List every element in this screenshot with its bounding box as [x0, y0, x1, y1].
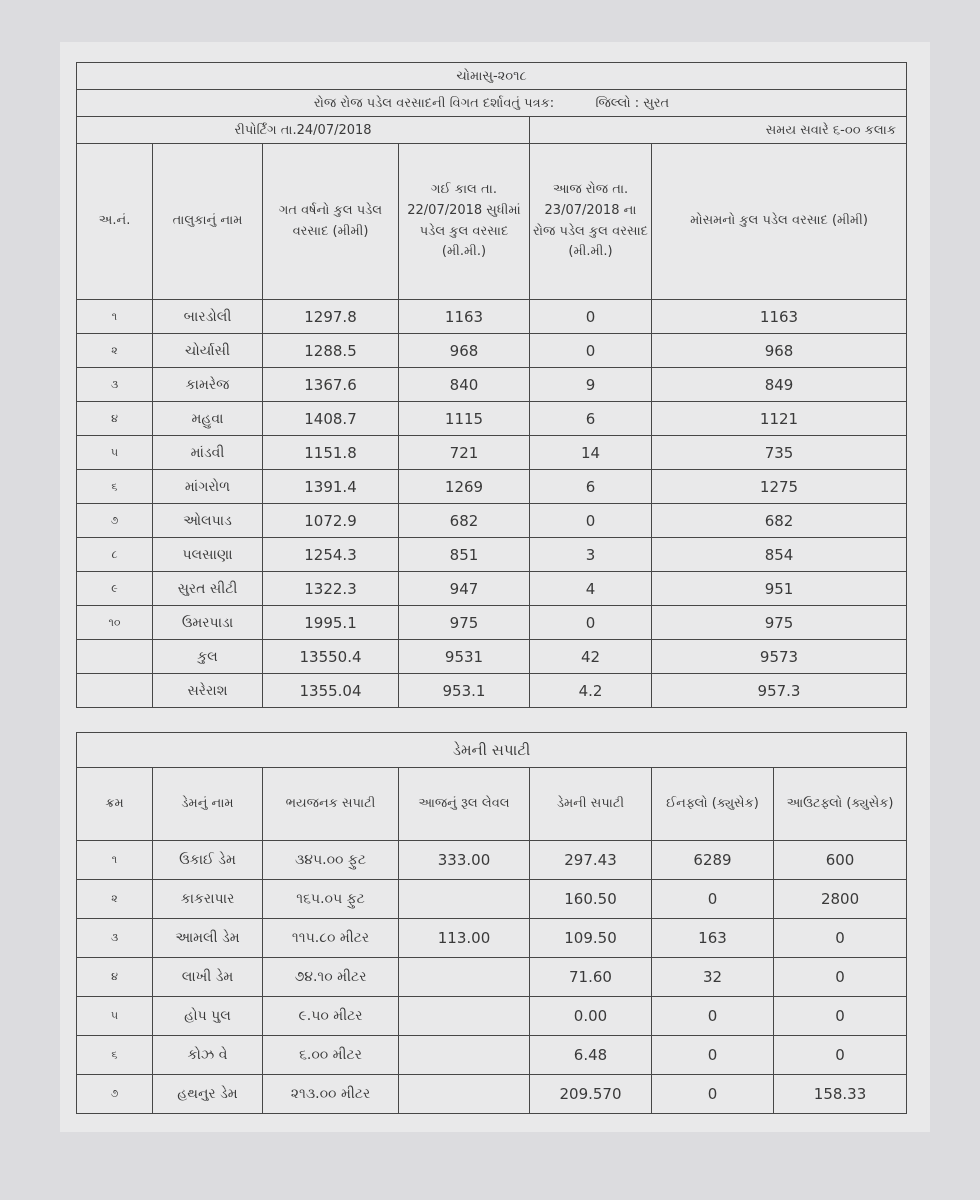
- taluka-name: પલસાણા: [153, 538, 263, 572]
- till-yesterday-rain: 1163: [399, 300, 530, 334]
- till-yesterday-rain: 947: [399, 572, 530, 606]
- row-sr: ૩: [77, 368, 153, 402]
- outflow: 158.33: [774, 1075, 907, 1114]
- today-rain: 3: [530, 538, 652, 572]
- danger-level: ૯.૫૦ મીટર: [263, 997, 399, 1036]
- dam-col-level: ડેમની સપાટી: [530, 768, 652, 841]
- taluka-name: માંડવી: [153, 436, 263, 470]
- table-row: [77, 300, 907, 334]
- dam-section-title: ડેમની સપાટી: [77, 733, 907, 768]
- last-year-rain: 1072.9: [263, 504, 399, 538]
- row-sr: [77, 640, 153, 674]
- taluka-name: ઓલપાડ: [153, 504, 263, 538]
- till-yesterday-rain: 1269: [399, 470, 530, 504]
- dam-sr: ૨: [77, 880, 153, 919]
- dam-col-name: ડેમનું નામ: [153, 768, 263, 841]
- season-total-rain: 849: [652, 368, 907, 402]
- row-sr: ૬: [77, 470, 153, 504]
- col-season-total: મોસમનો કુલ પડેલ વરસાદ (મીમી): [652, 144, 907, 300]
- till-yesterday-rain: 975: [399, 606, 530, 640]
- today-rain: 14: [530, 436, 652, 470]
- col-sr: અ.નં.: [77, 144, 153, 300]
- dam-sr: ૧: [77, 841, 153, 880]
- today-rain: 4: [530, 572, 652, 606]
- last-year-rain: 1408.7: [263, 402, 399, 436]
- row-sr: ૪: [77, 402, 153, 436]
- dam-col-inflow: ઈનફ્લો (ક્યુસેક): [652, 768, 774, 841]
- last-year-rain: 1288.5: [263, 334, 399, 368]
- season-total-rain: 1275: [652, 470, 907, 504]
- dam-level-table: [76, 732, 907, 1114]
- today-rain: 0: [530, 334, 652, 368]
- danger-level: ૬.૦૦ મીટર: [263, 1036, 399, 1075]
- dam-level: 109.50: [530, 919, 652, 958]
- col-last-year: ગત વર્ષનો કુલ પડેલ વરસાદ (મીમી): [263, 144, 399, 300]
- rule-level: 333.00: [399, 841, 530, 880]
- table-row: [77, 841, 907, 880]
- dam-sr: ૪: [77, 958, 153, 997]
- dam-level: 71.60: [530, 958, 652, 997]
- last-year-rain: 1254.3: [263, 538, 399, 572]
- outflow: 0: [774, 958, 907, 997]
- danger-level: ૩૪૫.૦૦ ફુટ: [263, 841, 399, 880]
- table-row: [77, 402, 907, 436]
- table-row: [77, 334, 907, 368]
- till-yesterday-rain: 682: [399, 504, 530, 538]
- rule-level: [399, 880, 530, 919]
- table-row: [77, 606, 907, 640]
- row-sr: ૧૦: [77, 606, 153, 640]
- table-row: [77, 1075, 907, 1114]
- dam-name: લાખી ડેમ: [153, 958, 263, 997]
- taluka-name: બારડોલી: [153, 300, 263, 334]
- last-year-rain: 13550.4: [263, 640, 399, 674]
- table-row: [77, 958, 907, 997]
- outflow: 0: [774, 1036, 907, 1075]
- season-total-rain: 957.3: [652, 674, 907, 708]
- rule-level: [399, 1036, 530, 1075]
- last-year-rain: 1995.1: [263, 606, 399, 640]
- outflow: 0: [774, 997, 907, 1036]
- taluka-name: ઉમરપાડા: [153, 606, 263, 640]
- dam-name: ઉકાઈ ડેમ: [153, 841, 263, 880]
- table-row: [77, 997, 907, 1036]
- row-sr: [77, 674, 153, 708]
- report-title: રોજ રોજ પડેલ વરસાદની વિગત દર્શાવતું પત્રક:: [313, 95, 555, 111]
- inflow: 0: [652, 997, 774, 1036]
- rule-level: [399, 1075, 530, 1114]
- dam-name: કાકરાપાર: [153, 880, 263, 919]
- dam-sr: ૬: [77, 1036, 153, 1075]
- season-total-rain: 9573: [652, 640, 907, 674]
- season-total-rain: 968: [652, 334, 907, 368]
- today-rain: 4.2: [530, 674, 652, 708]
- till-yesterday-rain: 9531: [399, 640, 530, 674]
- table-row: [77, 368, 907, 402]
- dam-level: 297.43: [530, 841, 652, 880]
- today-rain: 0: [530, 504, 652, 538]
- season-total-rain: 1163: [652, 300, 907, 334]
- till-yesterday-rain: 953.1: [399, 674, 530, 708]
- table-row: [77, 504, 907, 538]
- col-taluka: તાલુકાનું નામ: [153, 144, 263, 300]
- dam-sr: ૩: [77, 919, 153, 958]
- dam-sr: ૭: [77, 1075, 153, 1114]
- row-sr: ૮: [77, 538, 153, 572]
- row-sr: ૨: [77, 334, 153, 368]
- today-rain: 6: [530, 402, 652, 436]
- taluka-name: કામરેજ: [153, 368, 263, 402]
- danger-level: ૧૬૫.૦૫ ફુટ: [263, 880, 399, 919]
- danger-level: ૨૧૩.૦૦ મીટર: [263, 1075, 399, 1114]
- last-year-rain: 1151.8: [263, 436, 399, 470]
- season-total-rain: 854: [652, 538, 907, 572]
- till-yesterday-rain: 968: [399, 334, 530, 368]
- inflow: 0: [652, 880, 774, 919]
- till-yesterday-rain: 851: [399, 538, 530, 572]
- table-row: [77, 674, 907, 708]
- table-row: [77, 1036, 907, 1075]
- dam-sr: ૫: [77, 997, 153, 1036]
- inflow: 0: [652, 1075, 774, 1114]
- today-rain: 0: [530, 300, 652, 334]
- row-sr: ૭: [77, 504, 153, 538]
- table-row: [77, 640, 907, 674]
- rule-level: [399, 997, 530, 1036]
- last-year-rain: 1297.8: [263, 300, 399, 334]
- dam-col-sr: ક્રમ: [77, 768, 153, 841]
- outflow: 0: [774, 919, 907, 958]
- outflow: 2800: [774, 880, 907, 919]
- season-total-rain: 951: [652, 572, 907, 606]
- season-title: ચોમાસુ-૨૦૧૮: [77, 63, 907, 90]
- today-rain: 9: [530, 368, 652, 402]
- report-time: સમય સવારે ૬-૦૦ કલાક: [530, 117, 907, 144]
- danger-level: ૧૧૫.૮૦ મીટર: [263, 919, 399, 958]
- last-year-rain: 1391.4: [263, 470, 399, 504]
- document-sheet: [60, 42, 930, 1132]
- taluka-name: માંગરોળ: [153, 470, 263, 504]
- danger-level: ૭૪.૧૦ મીટર: [263, 958, 399, 997]
- table-row: [77, 919, 907, 958]
- dam-level: 6.48: [530, 1036, 652, 1075]
- till-yesterday-rain: 721: [399, 436, 530, 470]
- dam-col-rule-level: આજનું રૂલ લેવલ: [399, 768, 530, 841]
- today-rain: 6: [530, 470, 652, 504]
- reporting-date: રીપોર્ટિંગ તા.24/07/2018: [77, 117, 530, 144]
- inflow: 32: [652, 958, 774, 997]
- season-total-rain: 975: [652, 606, 907, 640]
- inflow: 0: [652, 1036, 774, 1075]
- last-year-rain: 1322.3: [263, 572, 399, 606]
- today-rain: 42: [530, 640, 652, 674]
- report-title-row: [77, 90, 907, 117]
- table-row: [77, 538, 907, 572]
- district-label: જિલ્લો : સુરત: [595, 95, 670, 111]
- today-rain: 0: [530, 606, 652, 640]
- dam-level: 160.50: [530, 880, 652, 919]
- col-today: આજ રોજ તા. 23/07/2018 ના રોજ પડેલ કુલ વરસાદ (મી.મી.): [530, 144, 652, 300]
- till-yesterday-rain: 840: [399, 368, 530, 402]
- row-sr: ૧: [77, 300, 153, 334]
- outflow: 600: [774, 841, 907, 880]
- taluka-name: સુરત સીટી: [153, 572, 263, 606]
- dam-col-outflow: આઉટફ્લો (ક્યુસેક): [774, 768, 907, 841]
- dam-col-danger: ભયજનક સપાટી: [263, 768, 399, 841]
- rule-level: 113.00: [399, 919, 530, 958]
- inflow: 6289: [652, 841, 774, 880]
- dam-level: 209.570: [530, 1075, 652, 1114]
- inflow: 163: [652, 919, 774, 958]
- taluka-name: ચોર્યાસી: [153, 334, 263, 368]
- till-yesterday-rain: 1115: [399, 402, 530, 436]
- table-row: [77, 436, 907, 470]
- table-row: [77, 470, 907, 504]
- season-total-rain: 735: [652, 436, 907, 470]
- rule-level: [399, 958, 530, 997]
- season-total-rain: 682: [652, 504, 907, 538]
- dam-name: આમલી ડેમ: [153, 919, 263, 958]
- taluka-name: સરેરાશ: [153, 674, 263, 708]
- col-till-yesterday: ગઈ કાલ તા. 22/07/2018 સુધીમાં પડેલ કુલ વરસાદ (મી.મી.): [399, 144, 530, 300]
- dam-name: કોઝ વે: [153, 1036, 263, 1075]
- taluka-name: કુલ: [153, 640, 263, 674]
- table-row: [77, 880, 907, 919]
- table-row: [77, 572, 907, 606]
- last-year-rain: 1355.04: [263, 674, 399, 708]
- taluka-name: મહુવા: [153, 402, 263, 436]
- row-sr: ૫: [77, 436, 153, 470]
- dam-name: હોપ પુલ: [153, 997, 263, 1036]
- row-sr: ૯: [77, 572, 153, 606]
- dam-level: 0.00: [530, 997, 652, 1036]
- season-total-rain: 1121: [652, 402, 907, 436]
- last-year-rain: 1367.6: [263, 368, 399, 402]
- dam-name: હથનુર ડેમ: [153, 1075, 263, 1114]
- rainfall-report-table: [76, 62, 907, 708]
